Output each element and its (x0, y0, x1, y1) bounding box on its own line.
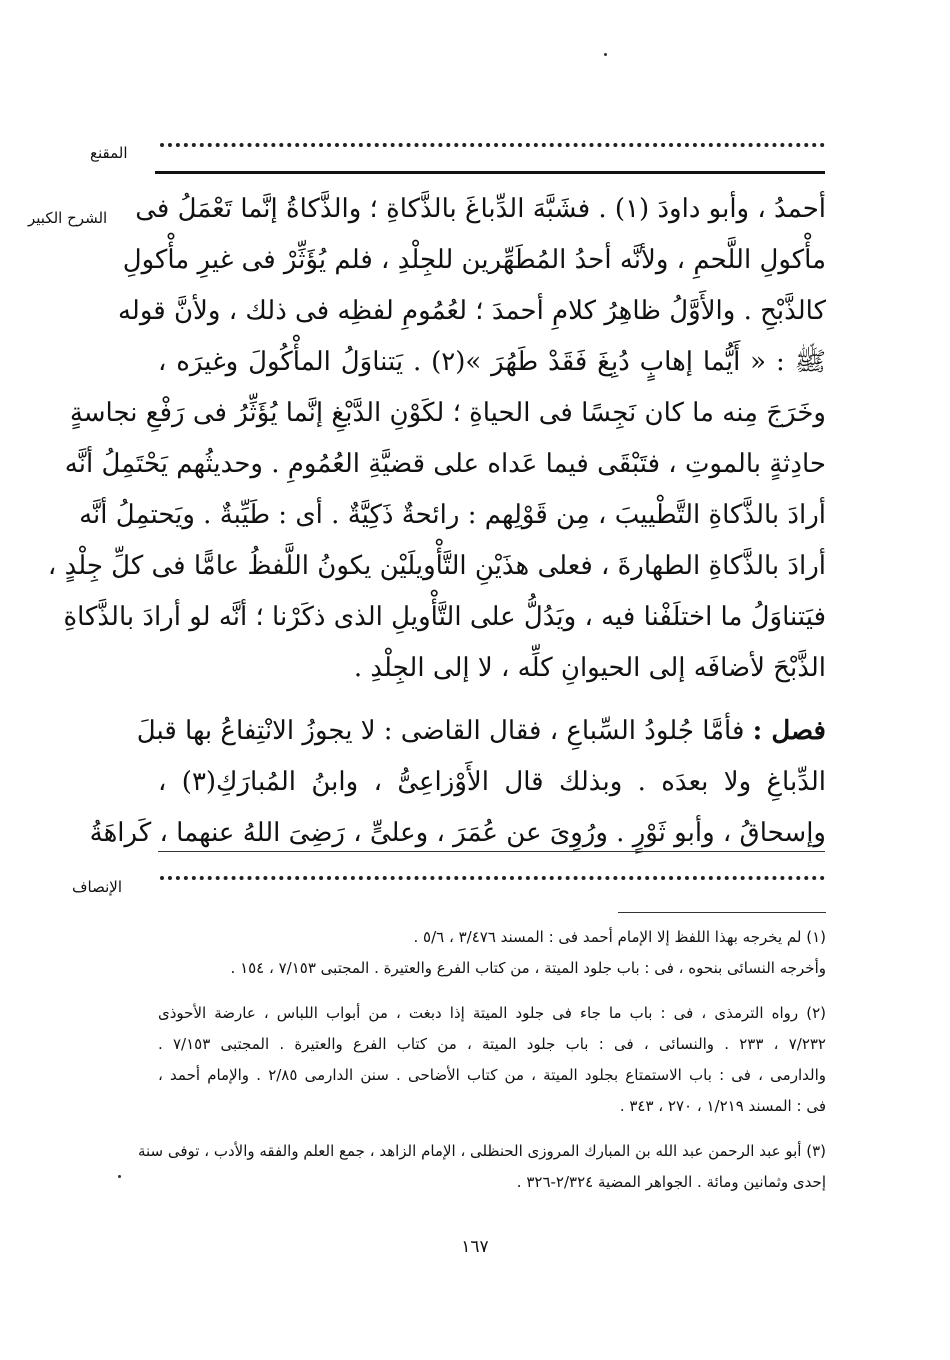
page-number: ١٦٧ (461, 1237, 489, 1257)
top-solid-rule (155, 171, 825, 174)
fasl-heading: فصل : (752, 716, 826, 746)
bottom-dotted-separator (160, 876, 825, 880)
top-dotted-separator (160, 143, 825, 147)
footnote-3 (137, 1136, 826, 1198)
label-insaf: الإنصاف (72, 878, 123, 896)
text-line: كالذَّبْحِ . والأَوَّلُ ظاهِرُ كلامِ أحمدَ ؛ لعُمُومِ لفظِه فى ذلك ، ولأنَّ قوله (117, 296, 826, 326)
footnote-line: إحدى وثمانين ومائة . الجواهر المضية ٢/٣٢٤-٣٢٦ . (516, 1173, 826, 1191)
text-line: حادِثةٍ بالموتِ ، فتَبْقَى فيما عَداه على قضيَّةِ العُمُومِ . وحديثُهم يَحْتَمِلُ أنَّه (64, 449, 826, 479)
footnote-line: وأخرجه النسائى بنحوه ، فى : باب جلود الميتة ، من كتاب الفرع والعتيرة . المجتبى ٧/١٥٣ ، ١٥٤ . (230, 959, 826, 977)
text-line: ﷺ : « أَيُّما إهابٍ دُبِغَ فَقَدْ طَهُرَ »(٢) . يَتناوَلُ المأْكُولَ وغيرَه ، (158, 347, 826, 377)
text-line: وإسحاقُ ، وأبو ثَوْرٍ . ورُوِىَ عن عُمَرَ ، وعلىٍّ ، رَضِىَ اللهُ عنهما ، كَراهَةُ (89, 818, 826, 848)
scan-speck (118, 1175, 121, 1178)
footnote-line: والدارمى ، فى : باب الاستمتاع بجلود الميتة ، من كتاب الأضاحى . سنن الدارمى ٢/٨٥ . والإمام أحمد ، (158, 1066, 826, 1084)
footnote-line: (١) لم يخرجه بهذا اللفظ إلا الإمام أحمد فى : المسند ٣/٤٧٦ ، ٥/٦ . (413, 928, 826, 946)
footnote-line: ٧/٢٣٢ ، ٢٣٣ . والنسائى ، فى : باب جلود الميتة ، من كتاب الفرع والعتيرة . المجتبى ٧/١٥٣ . (158, 1035, 826, 1053)
footnote-line: (٣) أبو عبد الرحمن عبد الله بن المبارك المروزى الحنظلى ، الإمام الزاهد ، جمع العلم والفقه والأدب ، توفى سنة (137, 1142, 826, 1160)
footnotes (137, 922, 826, 1212)
footnote-1 (158, 922, 826, 984)
label-sharh-kabir: الشرح الكبير (28, 209, 108, 227)
fasl-line (136, 706, 826, 757)
footnote-line: (٢) رواه الترمذى ، فى : باب ما جاء فى جلود الميتة إذا دبغت ، من أبواب اللباس ، عارضة الأحوذى (158, 1004, 826, 1022)
text-line: فيَتناوَلُ ما اختلَفْنا فيه ، ويَدُلُّ على التَّأْويلِ الذى ذكَرْنا ؛ أنَّه لو أرادَ بالذَّكاةِ (63, 602, 826, 632)
bottom-thin-rule (158, 851, 825, 852)
text-line: مأْكولِ اللَّحمِ ، ولأنَّه أحدُ المُطَهِّرين للجِلْدِ ، فلم يُؤَثِّرْ فى غيرِ مأْكولِ (122, 245, 826, 275)
text-line: أحمدُ ، وأبو داودَ (١) . فشَبَّهَ الدِّباغَ بالذَّكاةِ ؛ والذَّكاةُ إنَّما تَعْمَلُ فى (135, 194, 826, 224)
text-line: أرادَ بالذَّكاةِ التَّطْييبَ ، مِن قَوْلِهم : رائحةٌ ذَكِيَّةٌ . أى : طَيِّبةٌ . ويَحتمِلُ أنَّه (79, 500, 826, 530)
scan-speck (604, 53, 607, 56)
text-line: الدِّباغِ ولا بعدَه . وبذلك قال الأَوْزاعِىُّ ، وابنُ المُبارَكِ(٣) ، (158, 767, 826, 797)
text-line: أرادَ بالذَّكاةِ الطهارةَ ، فعلى هذَيْنِ التَّأْويلَيْن يكونُ اللَّفظُ عامًّا فى كلِّ جِلْدٍ ، (47, 551, 826, 581)
text-line: وخَرَجَ مِنه ما كان نَجِسًا فى الحياةِ ؛ لكَوْنِ الدَّبْغِ إنَّما يُؤَثِّرُ فى رَفْعِ نجاسةٍ (69, 398, 826, 428)
footnote-rule (618, 912, 826, 913)
fasl-text: فأمَّا جُلودُ السِّباعِ ، فقال القاضى : لا يجوزُ الانْتِفاعُ بها قبلَ (136, 716, 745, 746)
text-line: الذَّبْحَ لأضافَه إلى الحيوانِ كلِّه ، لا إلى الجِلْدِ . (353, 653, 826, 683)
footnote-2 (158, 998, 826, 1122)
footnote-line: فى : المسند ١/٢١٩ ، ٢٧٠ ، ٣٤٣ . (619, 1097, 826, 1115)
label-muqni: المقنع (90, 144, 128, 162)
